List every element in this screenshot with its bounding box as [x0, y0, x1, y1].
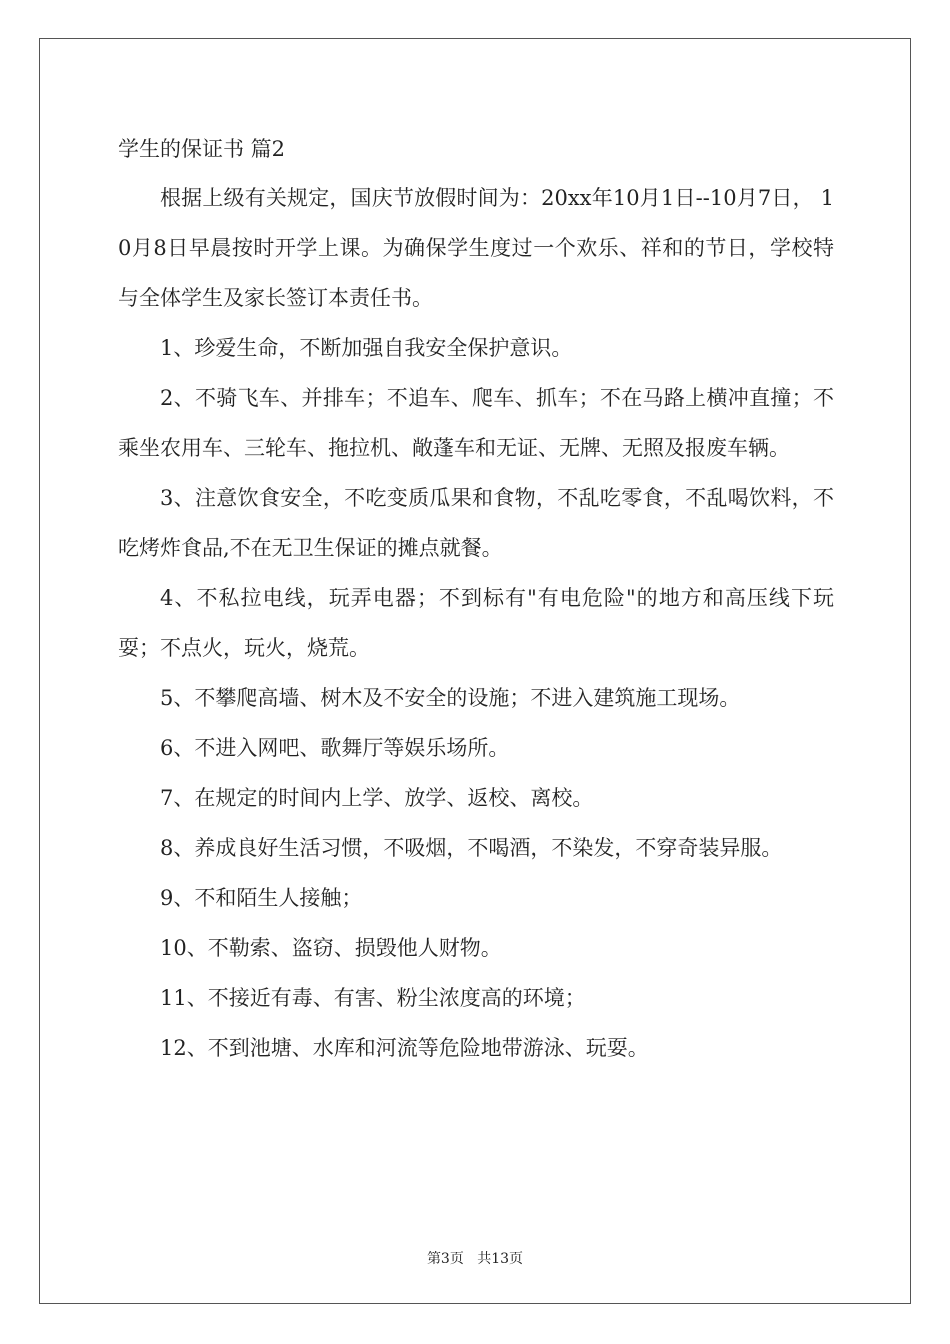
- paragraph-item-7: 7、在规定的时间内上学、放学、返校、离校。: [160, 786, 594, 810]
- paragraph-item-1: 1、珍爱生命，不断加强自我安全保护意识。: [160, 336, 573, 360]
- paragraph-item-9: 9、不和陌生人接触；: [160, 886, 363, 910]
- footer-spacer: [464, 1251, 477, 1267]
- paragraph-item-2: 2、不骑飞车、并排车；不追车、爬车、抓车；不在马路上横冲直撞；不乘坐农用车、三轮车、拖拉机、敞蓬车和无证、无牌、无照及报废车辆。: [118, 386, 834, 460]
- paragraph-item-8: 8、养成良好生活习惯，不吸烟，不喝酒，不染发，不穿奇装异服。: [160, 836, 783, 860]
- paragraph-item-11: 11、不接近有毒、有害、粉尘浓度高的环境；: [160, 986, 586, 1010]
- document-body: [118, 125, 834, 1073]
- paragraph-item-12: 12、不到池塘、水库和河流等危险地带游泳、玩耍。: [160, 1036, 649, 1060]
- paragraph-item-4: 4、不私拉电线，玩弄电器；不到标有"有电危险"的地方和高压线下玩耍；不点火，玩火，烧荒。: [118, 586, 834, 660]
- paragraph-item-3: 3、注意饮食安全，不吃变质瓜果和食物，不乱吃零食，不乱喝饮料，不吃烤炸食品,不在无卫生保证的摊点就餐。: [118, 486, 834, 560]
- page-footer: [0, 1248, 950, 1268]
- page-total: 共13页: [477, 1251, 524, 1267]
- paragraph-intro: 根据上级有关规定，国庆节放假时间为：20xx年10月1日--10月7日， 10月8日早晨按时开学上课。为确保学生度过一个欢乐、祥和的节日，学校特与全体学生及家长签订本责任书。: [118, 186, 834, 310]
- page-number: 第3页: [426, 1251, 464, 1267]
- paragraph-item-10: 10、不勒索、盗窃、损毁他人财物。: [160, 936, 502, 960]
- paragraph-item-5: 5、不攀爬高墙、树木及不安全的设施；不进入建筑施工现场。: [160, 686, 741, 710]
- document-title: 学生的保证书 篇2: [118, 137, 286, 161]
- paragraph-item-6: 6、不进入网吧、歌舞厅等娱乐场所。: [160, 736, 510, 760]
